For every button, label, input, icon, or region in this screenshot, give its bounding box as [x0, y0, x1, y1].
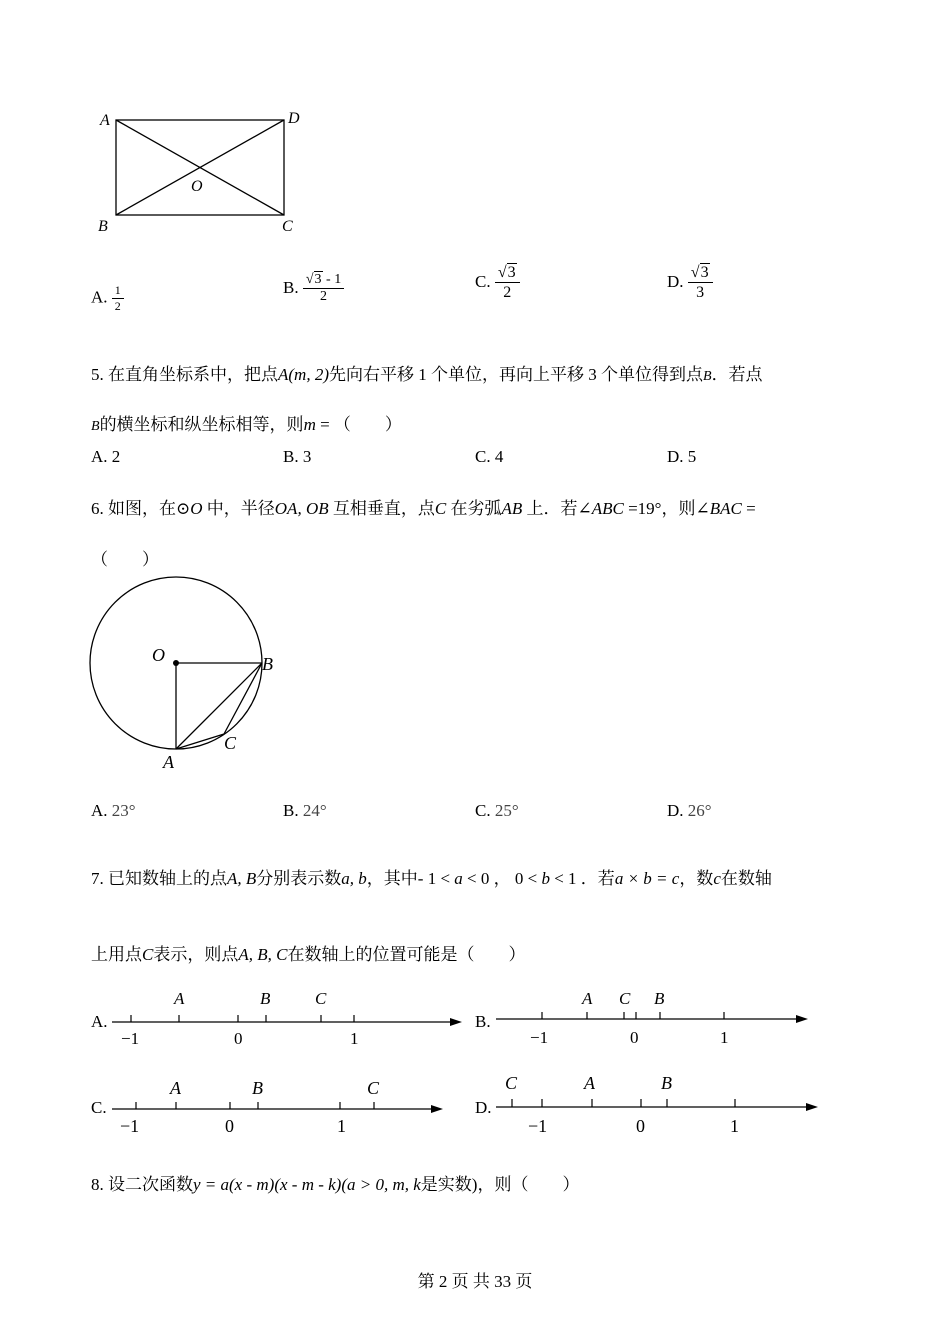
q4-option-c[interactable]: C. $\frac{√3}{2}$ — [475, 264, 520, 303]
page-footer: 第 2 页 共 33 页 — [417, 1272, 533, 1291]
q6-option-a[interactable]: A. 23° — [91, 801, 136, 820]
tick-neg1: −1 — [120, 1116, 140, 1136]
q6-option-b[interactable]: B. 24° — [283, 801, 327, 820]
rect-label-d: D — [288, 110, 300, 127]
mark-a: A — [174, 989, 185, 1008]
q7-option-d-label[interactable]: D. — [475, 1098, 492, 1117]
axis-arrow — [806, 1103, 818, 1111]
mark-c: C — [367, 1078, 380, 1098]
q5-option-c[interactable]: C. 4 — [475, 447, 504, 466]
q7-line2: 上用点C表示，则点A, B, C在数轴上的位置可能是（ ） — [91, 945, 526, 964]
q4-option-b[interactable]: B. $\frac{√3 - 1}{2}$ — [283, 272, 344, 306]
circle-figure — [85, 570, 295, 775]
q5-option-d[interactable]: D. 5 — [667, 447, 697, 466]
circle-label-a: A — [163, 752, 174, 772]
q6-option-c[interactable]: C. 25° — [475, 801, 519, 820]
q4-option-d[interactable]: D. $\frac{√3}{3}$ — [667, 264, 713, 303]
mark-b: B — [260, 989, 271, 1008]
mark-c: C — [619, 989, 631, 1008]
rect-label-a: A — [100, 112, 110, 129]
rect-label-o: O — [191, 178, 203, 195]
q7-option-b-numberline — [494, 985, 824, 1050]
center-dot — [173, 660, 179, 666]
q5-line1: 5. 在直角坐标系中，把点A(m, 2)先向右平移 1 个单位，再向上平移 3 个单位得到点B．若点 — [91, 365, 763, 384]
rectangle-figure — [90, 105, 320, 240]
mark-a: A — [582, 989, 593, 1008]
tick-1: 1 — [730, 1116, 739, 1136]
rect-label-c: C — [282, 218, 293, 235]
mark-b: B — [252, 1078, 263, 1098]
mark-a: A — [170, 1078, 181, 1098]
q5-line2: B的横坐标和纵坐标相等，则m = （ ） — [91, 415, 402, 434]
circle-label-c: C — [224, 733, 237, 753]
tick-0: 0 — [234, 1029, 243, 1048]
q6-option-d[interactable]: D. 26° — [667, 801, 712, 820]
mark-c: C — [315, 989, 327, 1008]
q7-option-a-numberline — [110, 985, 470, 1050]
q8-line1: 8. 设二次函数y = a(x - m)(x - m - k)(a > 0, m, k是实数)，则（ ） — [91, 1175, 580, 1194]
mark-b: B — [661, 1073, 672, 1093]
q7-option-a-label[interactable]: A. — [91, 1012, 108, 1031]
circle-label-b: B — [262, 654, 273, 674]
tick-1: 1 — [350, 1029, 359, 1048]
axis-arrow — [450, 1018, 462, 1026]
tick-neg1: −1 — [530, 1028, 549, 1047]
q7-option-b-label[interactable]: B. — [475, 1012, 491, 1031]
circle-label-o: O — [152, 645, 165, 665]
tick-0: 0 — [636, 1116, 645, 1136]
q5-option-b[interactable]: B. 3 — [283, 447, 312, 466]
tick-neg1: −1 — [121, 1029, 140, 1048]
q6-blank: （ ） — [91, 550, 159, 569]
mark-b: B — [654, 989, 665, 1008]
axis-arrow — [796, 1015, 808, 1023]
tick-1: 1 — [337, 1116, 346, 1136]
q6-line1: 6. 如图，在⊙O 中，半径OA, OB 互相垂直，点C 在劣弧AB 上．若∠ABC =19°，则∠BAC = — [91, 499, 756, 518]
q7-line1: 7. 已知数轴上的点A, B分别表示数a, b，其中- 1 < a < 0 ， 0 < b < 1 ．若a × b = c，数c在数轴 — [91, 869, 772, 888]
axis-arrow — [431, 1105, 443, 1113]
tick-0: 0 — [630, 1028, 639, 1047]
tick-1: 1 — [720, 1028, 729, 1047]
q5-option-a[interactable]: A. 2 — [91, 447, 121, 466]
tick-neg1: −1 — [528, 1116, 548, 1136]
mark-a: A — [584, 1073, 595, 1093]
chord-bc — [224, 663, 262, 734]
tick-0: 0 — [225, 1116, 234, 1136]
q4-option-a[interactable]: A. $\frac{1}{2}$ — [91, 284, 124, 313]
q7-option-c-numberline — [110, 1071, 450, 1139]
q7-option-d-numberline — [494, 1068, 830, 1138]
q7-option-c-label[interactable]: C. — [91, 1098, 107, 1117]
mark-c: C — [505, 1073, 518, 1093]
rect-label-b: B — [98, 218, 108, 235]
